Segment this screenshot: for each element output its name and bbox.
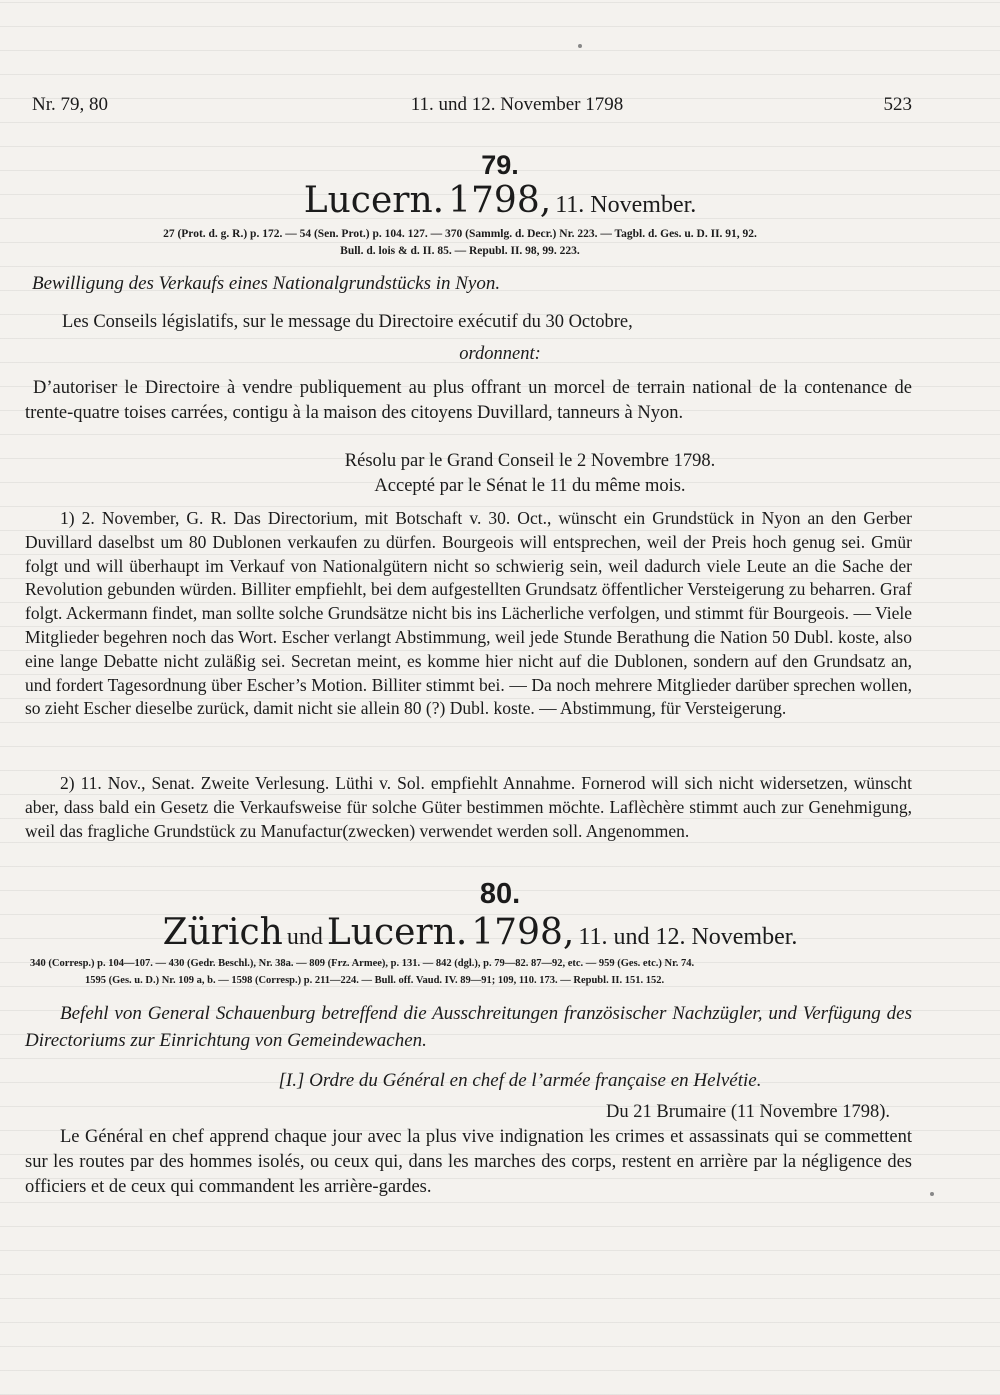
header-date: 11. und 12. November 1798 <box>410 94 624 115</box>
section-80-date-line: Du 21 Brumaire (11 Novembre 1798). <box>606 1102 890 1122</box>
speck <box>578 44 582 48</box>
section-79-refs-line-1: 27 (Prot. d. g. R.) p. 172. — 54 (Sen. Prot.) p. 104. 127. — 370 (Sammlg. d. Decr.) Nr. 223. — Tagbl. d. Ges. u. D. II. 91, 92. <box>163 228 757 240</box>
section-79-footnote-2: 2) 11. Nov., Senat. Zweite Verlesung. Lüthi v. Sol. empfiehlt Annahme. Fornerod will sich nicht widersetzen, wünscht aber, dass bald ein Gesetz die Verkaufsweise für solche Güter bestimmen möchte. Laflèchère stimmt auch zur Genehmigung, weil das fragliche Grundstück zu Manufactur(zwecken) verwendet werden soll. Angenommen. <box>25 773 912 841</box>
page-number: 523 <box>883 94 912 115</box>
section-80-und: und <box>286 924 323 950</box>
section-80-body: Le Général en chef apprend chaque jour avec la plus vive indignation les crimes et assassinats qui se commettent sur les routes par des hommes isolés, ou ceux qui, dans les marches des corps, restent en arrière par la négligence des officiers et de ceux qui commandent les arrière-gardes. <box>25 1127 912 1197</box>
section-79-title <box>0 180 1000 221</box>
section-80-number: 80. <box>479 878 521 910</box>
section-80-place-2: Lucern. <box>326 912 468 953</box>
section-80-year: 1798, <box>471 912 575 953</box>
header-doc-numbers: Nr. 79, 80 <box>32 94 108 115</box>
section-79-intro: Les Conseils législatifs, sur le message du Directoire exécutif du 30 Octobre, <box>62 312 633 332</box>
section-79-body: D’autoriser le Directoire à vendre publiquement au plus offrant un morcel de terrain national de la contenance de trente-quatre toises carrées, contigu à la maison des citoyens Duvillard, tanneurs à Nyon. <box>25 378 912 423</box>
section-80-refs-line-2: 1595 (Ges. u. D.) Nr. 109 a, b. — 1598 (Corresp.) p. 211—224. — Bull. off. Vaud. IV. 89—91; 109, 110. 173. — Republ. II. 151. 152. <box>85 975 665 986</box>
section-80-refs-line-1: 340 (Corresp.) p. 104—107. — 430 (Gedr. Beschl.), Nr. 38a. — 809 (Frz. Armee), p. 131. — 842 (dgl.), p. 79—82. 87—92, etc. — 959 (Ges. etc.) Nr. 74. <box>30 958 695 969</box>
section-79-references <box>60 226 860 260</box>
section-80-subject: Befehl von General Schauenburg betreffend die Ausschreitungen französischer Nachzügler, und Verfügung des Directoriums zur Einrichtung von Gemeindewachen. <box>25 1003 912 1051</box>
section-79-resolu: Résolu par le Grand Conseil le 2 Novembre 1798. <box>344 451 716 471</box>
running-header <box>32 94 912 118</box>
section-79-subject: Bewilligung des Verkaufs eines Nationalgrundstücks in Nyon. <box>32 273 501 294</box>
section-79-refs-line-2: Bull. d. lois & d. II. 85. — Republ. II. 98, 99. 223. <box>340 245 580 257</box>
speck <box>930 1192 934 1196</box>
section-79-year: 1798, <box>448 180 552 221</box>
section-79-footnote-1: 1) 2. November, G. R. Das Directorium, mit Botschaft v. 30. Oct., wünscht ein Grundstück in Nyon an den Gerber Duvillard daselbst um 80 Dublonen verkaufen zu dürfen. Bourgeois will entsprechen, weil der Preis hoch genug sei. Gmür folgt und will überhaupt im Verkauf von Nationalgütern nicht so schwierig sein, weil dadurch viele Leute an die Sache der Revolution gebunden würden. Billiter empfiehlt, bei dem aufgestellten Grundsatz öffentlicher Versteigerung zu beharren. Graf folgt. Ackermann findet, man sollte solche Grundsätze nicht bis ins Lächerliche verfolgen, und stimmt für Bourgeois. — Viele Mitglieder begehren noch das Wort. Escher verlangt Abstimmung, weil jede Stunde Berathung die Nation 50 Dubl. koste, also eine lange Debatte nicht zuläßig sei. Secretan meint, es komme hier nicht auf die Dublonen, sondern auf den Grundsatz an, und fordert Tagesordnung über Escher’s Motion. Billiter stimmt bei. — Da noch mehrere Mitglieder darüber sprechen wollen, so zieht Escher dieselbe zurück, damit nicht sie allein 80 (?) Dubl. koste. — Abstimmung, für Versteigerung. <box>25 508 912 719</box>
section-80-references <box>20 955 940 989</box>
section-79-ordonnent: ordonnent: <box>459 344 541 364</box>
section-79-date: 11. November. <box>555 192 697 218</box>
section-79-place: Lucern. <box>303 180 445 221</box>
section-79-accepte: Accepté par le Sénat le 11 du même mois. <box>374 476 686 496</box>
section-80-order-title: [I.] Ordre du Général en chef de l’armée française en Helvétie. <box>278 1070 762 1091</box>
section-79-number: 79. <box>481 150 519 180</box>
section-80-place-1: Zürich <box>162 912 283 953</box>
section-80-date: 11. und 12. November. <box>578 924 798 950</box>
section-80-title <box>0 912 1000 953</box>
